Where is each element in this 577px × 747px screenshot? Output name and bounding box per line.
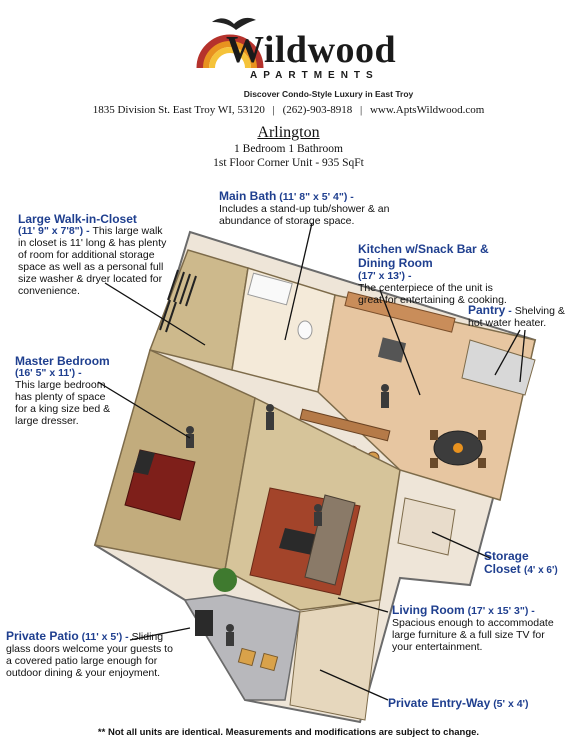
storage-dims: (4' x 6') bbox=[524, 565, 558, 576]
pantry-text: Shelving & hot water heater. bbox=[468, 305, 565, 329]
kitchen-title: Kitchen w/Snack Bar & Dining Room bbox=[358, 242, 489, 270]
callout-bath bbox=[219, 190, 394, 227]
brand-name: Wildwood bbox=[226, 29, 397, 71]
phone: (262)-903-8918 bbox=[282, 104, 353, 116]
kitchen-dash: - bbox=[405, 270, 412, 282]
unit-beds-baths: 1 Bedroom 1 Bathroom bbox=[234, 143, 343, 155]
patio-title: Private Patio bbox=[6, 629, 79, 643]
callout-living bbox=[392, 604, 567, 653]
patio-dims: (11' x 5') bbox=[81, 631, 123, 643]
callout-walkin bbox=[18, 213, 168, 297]
website-link[interactable]: www.AptsWildwood.com bbox=[369, 104, 485, 116]
bath-title: Main Bath bbox=[219, 189, 277, 203]
patio-dash: - bbox=[122, 631, 132, 643]
living-dash: - bbox=[528, 605, 535, 617]
callout-patio bbox=[6, 630, 181, 679]
living-title: Living Room bbox=[392, 603, 465, 617]
pantry-title: Pantry bbox=[468, 303, 506, 317]
unit-name: Arlington bbox=[257, 124, 320, 141]
separator: | bbox=[272, 104, 275, 116]
master-title: Master Bedroom bbox=[15, 354, 110, 368]
grill bbox=[195, 610, 213, 636]
footer-disclaimer: ** Not all units are identical. Measurements and modifications are subject to change. bbox=[97, 727, 480, 738]
walkin-title: Large Walk-in-Closet bbox=[18, 212, 137, 226]
dining-centerpiece bbox=[453, 443, 463, 453]
callout-storage bbox=[484, 550, 564, 577]
tagline: Discover Condo-Style Luxury in East Troy bbox=[243, 89, 414, 99]
private-entry bbox=[290, 600, 380, 720]
brand-sub: APARTMENTS bbox=[250, 70, 379, 81]
master-dims: (16' 5" x 11') bbox=[15, 367, 76, 379]
callout-master bbox=[15, 355, 115, 427]
walkin-dims: (11' 9" x 7'8") bbox=[18, 225, 84, 237]
master-text: This large bedroom has plenty of space for a king size bed & large dresser. bbox=[15, 379, 111, 427]
bath-dash: - bbox=[347, 191, 354, 203]
living-text: Spacious enough to accommodate large furniture & a full size TV for your entertainment. bbox=[392, 617, 554, 653]
kitchen-dims: (17' x 13') bbox=[358, 270, 406, 282]
entry-dims: (5' x 4') bbox=[493, 698, 529, 710]
master-dash: - bbox=[75, 367, 82, 379]
unit-detail: 1st Floor Corner Unit - 935 SqFt bbox=[213, 157, 364, 169]
living-dims: (17' x 15' 3") bbox=[467, 605, 529, 617]
plant bbox=[213, 568, 237, 592]
storage-title: Storage Closet (4' x 6') bbox=[484, 549, 558, 576]
callout-kitchen bbox=[358, 242, 518, 306]
kitchen-text: The centerpiece of the unit is great for entertaining & cooking. bbox=[358, 282, 507, 306]
walkin-text: This large walk in closet is 11' long & has plenty of room for additional storage space as well as a personal full size washer & dryer located for convenience. bbox=[18, 225, 167, 297]
patio-text: Sliding glass doors welcome your guests to a covered patio large enough for outdoor dining & your enjoyment. bbox=[6, 631, 173, 679]
bath-dims: (11' 8" x 5' 4") bbox=[279, 191, 348, 203]
entry-title: Private Entry-Way bbox=[388, 696, 491, 710]
pantry-dash: - bbox=[505, 305, 515, 317]
toilet bbox=[298, 321, 312, 339]
walkin-dash: - bbox=[83, 225, 93, 237]
bath-text: Includes a stand-up tub/shower & an abundance of storage space. bbox=[219, 203, 390, 227]
callout-pantry bbox=[468, 304, 568, 329]
callout-entry bbox=[388, 697, 568, 710]
separator: | bbox=[359, 104, 363, 116]
address: 1835 Division St. East Troy WI, 53120 bbox=[92, 104, 265, 116]
